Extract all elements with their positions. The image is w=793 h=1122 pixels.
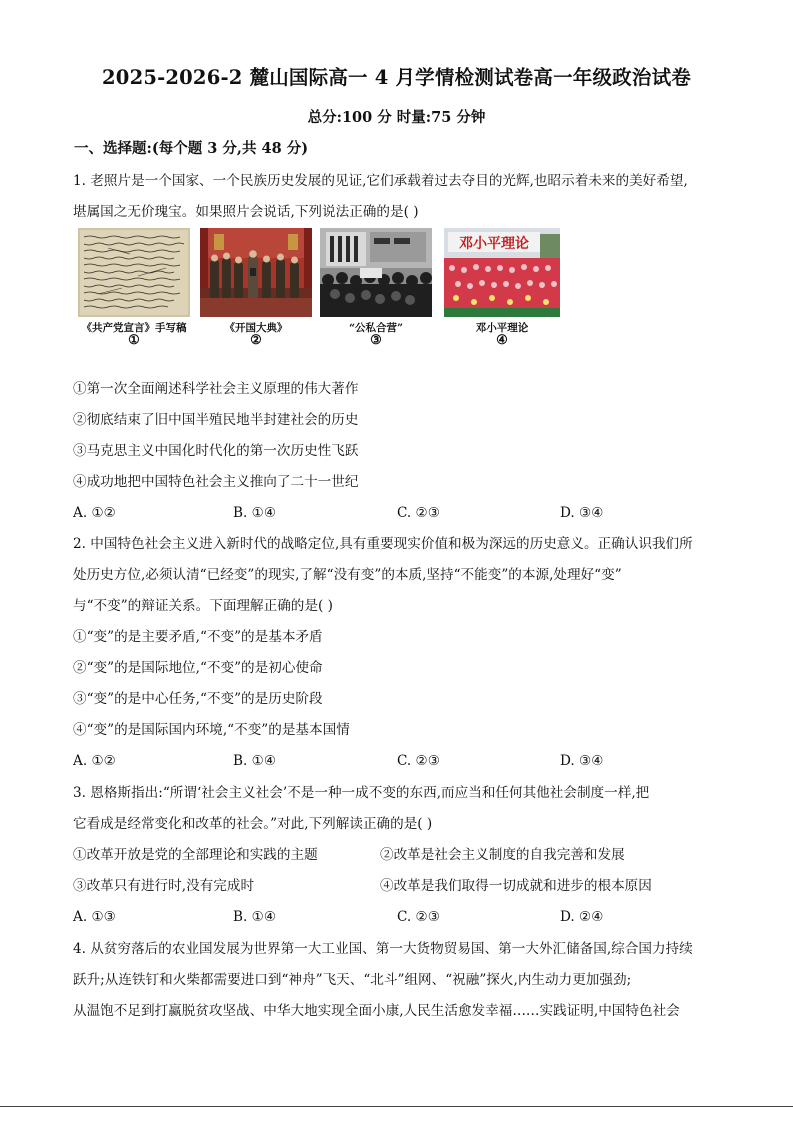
q3-item-1: ①改革开放是党的全部理论和实践的主题 (73, 847, 318, 863)
photo-number-1: ① (128, 333, 140, 348)
q2-option-d: D. ③④ (560, 753, 604, 769)
photo-deng-theory-parade (444, 228, 560, 317)
q2-item-1: ①“变”的是主要矛盾,“不变”的是基本矛盾 (73, 629, 323, 645)
q2-stem-line-3: 与“不变”的辩证关系。下面理解正确的是( ) (73, 598, 333, 614)
photo-caption-1: 《共产党宣言》手写稿 (81, 322, 187, 334)
parade-banner-text: 邓小平理论 (459, 236, 529, 252)
q3-option-a: A. ①③ (73, 909, 116, 925)
q4-stem-line-1: 4. 从贫穷落后的农业国发展为世界第一大工业国、第一大货物贸易国、第一大外汇储备国,综合国力持续 (73, 941, 693, 957)
photo-founding-ceremony (200, 228, 312, 317)
q2-stem-line-2: 处历史方位,必须认清“已经变”的现实,了解“没有变”的本质,坚持“不能变”的本源,处理好“变” (73, 567, 622, 583)
q1-item-4: ④成功地把中国特色社会主义推向了二十一世纪 (73, 474, 359, 490)
q1-option-a: A. ①② (73, 505, 116, 521)
photo-number-3: ③ (370, 333, 382, 348)
q3-item-3: ③改革只有进行时,没有完成时 (73, 878, 255, 894)
q2-option-c: C. ②③ (397, 753, 440, 769)
photo-caption-3: “公私合营” (348, 322, 404, 334)
q1-item-3: ③马克思主义中国化时代化的第一次历史性飞跃 (73, 443, 359, 459)
q1-option-b: B. ①④ (233, 505, 277, 521)
q2-item-2: ②“变”的是国际地位,“不变”的是初心使命 (73, 660, 323, 676)
q4-stem-line-3: 从温饱不足到打赢脱贫攻坚战、中华大地实现全面小康,人民生活愈发幸福……实践证明,中国特色社会 (73, 1003, 680, 1019)
q3-item-2: ②改革是社会主义制度的自我完善和发展 (380, 847, 625, 863)
q2-item-4: ④“变”的是国际国内环境,“不变”的是基本国情 (73, 722, 350, 738)
q1-option-d: D. ③④ (560, 505, 604, 521)
photo-number-2: ② (250, 333, 262, 348)
q2-option-b: B. ①④ (233, 753, 277, 769)
q1-item-2: ②彻底结束了旧中国半殖民地半封建社会的历史 (73, 412, 359, 428)
q3-stem-line-1: 3. 恩格斯指出:“所谓‘社会主义社会’不是一种一成不变的东西,而应当和任何其他社会制度一样,把 (73, 785, 650, 801)
q3-option-b: B. ①④ (233, 909, 277, 925)
q1-stem-line-2: 堪属国之无价瑰宝。如果照片会说话,下列说法正确的是( ) (73, 204, 419, 220)
q1-stem-line-1: 1. 老照片是一个国家、一个民族历史发展的见证,它们承载着过去夺目的光辉,也昭示着未来的美好希望, (73, 173, 688, 189)
photo-public-private-partnership (320, 228, 432, 317)
q4-stem-line-2: 跃升;从连铁钉和火柴都需要进口到“神舟”飞天、“北斗”组网、“祝融”探火,内生动力更加强劲; (73, 972, 632, 988)
q2-item-3: ③“变”的是中心任务,“不变”的是历史阶段 (73, 691, 323, 707)
exam-subtitle: 总分:100 分 时量:75 分钟 (307, 109, 486, 126)
q3-stem-line-2: 它看成是经常变化和改革的社会。”对此,下列解读正确的是( ) (73, 816, 433, 832)
exam-title: 2025-2026-2 麓山国际高一 4 月学情检测试卷高一年级政治试卷 (102, 66, 691, 89)
section-heading: 一、选择题:(每个题 3 分,共 48 分) (74, 140, 309, 157)
q3-option-c: C. ②③ (397, 909, 440, 925)
q2-option-a: A. ①② (73, 753, 116, 769)
q1-item-1: ①第一次全面阐述科学社会主义原理的伟大著作 (73, 381, 359, 397)
photo-number-4: ④ (496, 333, 508, 348)
q1-option-c: C. ②③ (397, 505, 440, 521)
q2-stem-line-1: 2. 中国特色社会主义进入新时代的战略定位,具有重要现实价值和极为深远的历史意义。正确认识我们所 (73, 536, 693, 552)
q3-item-4: ④改革是我们取得一切成就和进步的根本原因 (380, 878, 652, 894)
page-bottom-rule (0, 1106, 793, 1107)
photo-manifesto-manuscript (78, 228, 190, 317)
q3-option-d: D. ②④ (560, 909, 604, 925)
photo-caption-2: 《开国大典》 (224, 322, 288, 334)
photo-caption-4: 邓小平理论 (475, 322, 529, 334)
